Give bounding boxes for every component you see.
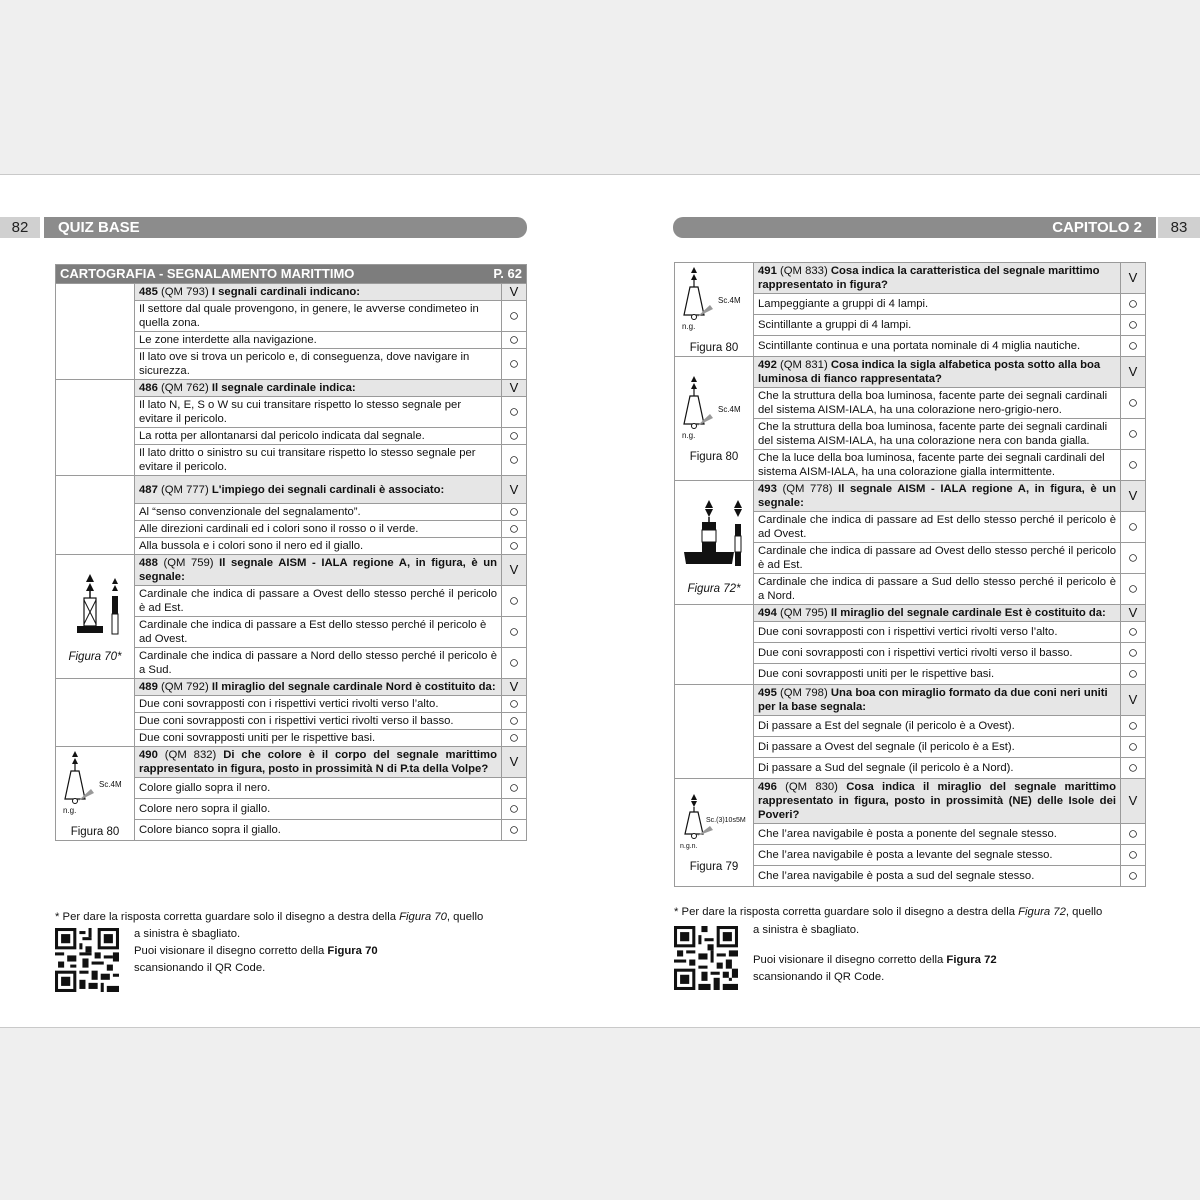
answer-row[interactable]: Scintillante a gruppi di 4 lampi. ○ xyxy=(675,315,1146,336)
question-row: 486 (QM 762) Il segnale cardinale indica: V xyxy=(56,380,527,397)
figure-color-label: n.g. xyxy=(682,321,696,331)
section-header xyxy=(56,265,527,284)
circle-icon[interactable]: ○ xyxy=(1121,450,1146,481)
circle-icon[interactable]: ○ xyxy=(502,713,527,730)
circle-icon[interactable]: ○ xyxy=(502,349,527,380)
figure-cell xyxy=(675,481,754,605)
circle-icon[interactable]: ○ xyxy=(502,504,527,521)
answer-row[interactable]: Due coni sovrapposti uniti per le rispettive basi. ○ xyxy=(56,730,527,747)
quiz-table-left xyxy=(55,264,527,841)
question-row: Figura 72* 493 (QM 778) Il segnale AISM - IALA regione A, in figura, è un segnale: V xyxy=(675,481,1146,512)
circle-icon[interactable]: ○ xyxy=(502,778,527,799)
answer-row[interactable]: Di passare a Sud del segnale (il pericolo è a Nord). ○ xyxy=(675,758,1146,779)
question-row: 494 (QM 795) Il miraglio del segnale cardinale Est è costituito da: V xyxy=(675,605,1146,622)
question-row: Figura 70* 488 (QM 759) Il segnale AISM - IALA regione A, in figura, è un segnale: V xyxy=(56,555,527,586)
circle-icon[interactable]: ○ xyxy=(502,445,527,476)
header-title-left: QUIZ BASE xyxy=(44,217,527,238)
circle-icon[interactable]: ○ xyxy=(502,521,527,538)
circle-icon[interactable]: ○ xyxy=(1121,543,1146,574)
cardinal-buoy-icon xyxy=(57,749,133,819)
answer-row[interactable]: Alle direzioni cardinali ed i colori sono il rosso o il verde. ○ xyxy=(56,521,527,538)
circle-icon[interactable]: ○ xyxy=(1121,574,1146,605)
correct-mark: V xyxy=(502,380,527,397)
correct-mark: V xyxy=(1121,263,1146,294)
answer-row[interactable]: Cardinale che indica di passare a Est dello stesso perché il pericolo è ad Ovest. ○ xyxy=(56,617,527,648)
cardinal-buoy-icon xyxy=(57,570,133,644)
question-row: 489 (QM 792) Il miraglio del segnale cardinale Nord è costituito da: V xyxy=(56,679,527,696)
answer-row[interactable]: Cardinale che indica di passare a Ovest dello stesso perché il pericolo è ad Est. ○ xyxy=(56,586,527,617)
correct-mark: V xyxy=(502,476,527,504)
circle-icon[interactable]: ○ xyxy=(502,648,527,679)
circle-icon[interactable]: ○ xyxy=(1121,315,1146,336)
circle-icon[interactable]: ○ xyxy=(502,820,527,841)
question-row: Sc.(3)10s5M n.g.n. Figura 79 496 (QM 830) Cosa indica il miraglio del segnale marittimo rappresentato in figura, posto in prossimità (NE) delle Isole dei Poveri? V xyxy=(675,779,1146,824)
answer-row[interactable]: Che l’area navigabile è posta a ponente del segnale stesso. ○ xyxy=(675,824,1146,845)
answer-row[interactable]: Che la struttura della boa luminosa, facente parte dei segnali cardinali del sistema AISM-IALA, ha una colorazione nera con banda gialla. ○ xyxy=(675,419,1146,450)
figure-cell xyxy=(675,605,754,685)
answer-row[interactable]: Il settore dal quale provengono, in genere, le avverse condimeteo in quella zona. ○ xyxy=(56,301,527,332)
answer-row[interactable]: Di passare a Ovest del segnale (il pericolo è a Est). ○ xyxy=(675,737,1146,758)
question-row: Sc.4M n.g. Figura 80 490 (QM 832) Di che colore è il corpo del segnale marittimo rappresentato in figura, posto in prossimità N di P.ta della Volpe? V xyxy=(56,747,527,778)
answer-row[interactable]: Che la luce della boa luminosa, facente parte dei segnali cardinali del sistema AISM-IALA, ha una colorazione gialla intermittente. ○ xyxy=(675,450,1146,481)
answer-row[interactable]: Colore giallo sopra il nero. ○ xyxy=(56,778,527,799)
answer-row[interactable]: Colore nero sopra il giallo. ○ xyxy=(56,799,527,820)
circle-icon[interactable]: ○ xyxy=(1121,845,1146,866)
circle-icon[interactable]: ○ xyxy=(502,428,527,445)
circle-icon[interactable]: ○ xyxy=(1121,622,1146,643)
figure-cell xyxy=(56,747,135,841)
question-row: Sc.4M n.g. Figura 80 492 (QM 831) Cosa indica la sigla alfabetica posta sotto alla boa luminosa di fianco rappresentata? V xyxy=(675,357,1146,388)
page-number-left: 82 xyxy=(0,217,40,238)
qr-caption-left-2: Puoi visionare il disegno corretto della Figura 70 scansionando il QR Code. xyxy=(134,945,378,974)
circle-icon[interactable]: ○ xyxy=(1121,758,1146,779)
circle-icon[interactable]: ○ xyxy=(1121,388,1146,419)
correct-mark: V xyxy=(502,747,527,778)
correct-mark: V xyxy=(502,679,527,696)
answer-row[interactable]: Il lato ove si trova un pericolo e, di conseguenza, dove navigare in sicurezza. ○ xyxy=(56,349,527,380)
figure-caption: Figura 79 xyxy=(689,860,739,873)
cardinal-buoy-icon xyxy=(676,490,752,576)
question-row: Sc.4M n.g. Figura 80 491 (QM 833) Cosa indica la caratteristica del segnale marittimo rappresentato in figura? V xyxy=(675,263,1146,294)
footnote-left: * Per dare la risposta corretta guardare solo il disegno a destra della Figura 70, quello xyxy=(55,911,484,923)
figure-cell xyxy=(675,685,754,779)
figure-cell xyxy=(675,779,754,887)
circle-icon[interactable]: ○ xyxy=(1121,737,1146,758)
answer-row[interactable]: Due coni sovrapposti uniti per le rispettive basi. ○ xyxy=(675,664,1146,685)
circle-icon[interactable]: ○ xyxy=(502,301,527,332)
figure-cell xyxy=(675,263,754,357)
section-title: CARTOGRAFIA - SEGNALAMENTO MARITTIMO xyxy=(60,266,355,281)
question-row: 487 (QM 777) L'impiego dei segnali cardinali è associato: V xyxy=(56,476,527,504)
circle-icon[interactable]: ○ xyxy=(502,397,527,428)
figure-cell xyxy=(56,284,135,380)
figure-cell xyxy=(56,679,135,747)
circle-icon[interactable]: ○ xyxy=(1121,866,1146,887)
figure-caption: Figura 80 xyxy=(689,341,739,354)
qr-caption-left: a sinistra è sbagliato. xyxy=(134,928,241,940)
figure-caption: Figura 80 xyxy=(689,450,739,463)
answer-row[interactable]: La rotta per allontanarsi dal pericolo indicata dal segnale. ○ xyxy=(56,428,527,445)
answer-row[interactable]: Cardinale che indica di passare ad Est dello stesso perché il pericolo è ad Ovest. ○ xyxy=(675,512,1146,543)
answer-row[interactable]: Lampeggiante a gruppi di 4 lampi. ○ xyxy=(675,294,1146,315)
answer-row[interactable]: Cardinale che indica di passare a Nord dello stesso perché il pericolo è a Sud. ○ xyxy=(56,648,527,679)
figure-light-label: Sc.4M xyxy=(718,404,741,414)
correct-mark: V xyxy=(1121,779,1146,824)
circle-icon[interactable]: ○ xyxy=(502,730,527,747)
answer-row[interactable]: Due coni sovrapposti con i rispettivi vertici rivolti verso il basso. ○ xyxy=(675,643,1146,664)
answer-row[interactable]: Cardinale che indica di passare a Sud dello stesso perché il pericolo è a Nord. ○ xyxy=(675,574,1146,605)
cardinal-buoy-icon xyxy=(676,374,752,444)
figure-light-label: Sc.(3)10s5M xyxy=(706,816,746,824)
answer-row[interactable]: Scintillante continua e una portata nominale di 4 miglia nautiche. ○ xyxy=(675,336,1146,357)
answer-row[interactable]: Due coni sovrapposti con i rispettivi vertici rivolti verso l’alto. ○ xyxy=(675,622,1146,643)
circle-icon[interactable]: ○ xyxy=(502,586,527,617)
figure-color-label: n.g. xyxy=(63,805,77,815)
circle-icon[interactable]: ○ xyxy=(502,538,527,555)
circle-icon[interactable]: ○ xyxy=(502,617,527,648)
correct-mark: V xyxy=(1121,357,1146,388)
circle-icon[interactable]: ○ xyxy=(1121,336,1146,357)
correct-mark: V xyxy=(1121,481,1146,512)
footnote-right: * Per dare la risposta corretta guardare solo il disegno a destra della Figura 72, quello xyxy=(674,906,1103,918)
cardinal-buoy-icon xyxy=(676,265,752,335)
answer-row[interactable]: Colore bianco sopra il giallo. ○ xyxy=(56,820,527,841)
circle-icon[interactable]: ○ xyxy=(1121,716,1146,737)
figure-caption: Figura 70* xyxy=(68,650,122,663)
qr-caption-right-2: Puoi visionare il disegno corretto della Figura 72 scansionando il QR Code. xyxy=(753,954,997,983)
circle-icon[interactable]: ○ xyxy=(1121,664,1146,685)
circle-icon[interactable]: ○ xyxy=(1121,824,1146,845)
circle-icon[interactable]: ○ xyxy=(502,332,527,349)
figure-light-label: Sc.4M xyxy=(718,295,741,305)
header-title-right: CAPITOLO 2 xyxy=(673,217,1156,238)
question-row: 495 (QM 798) Una boa con miraglio formato da due coni neri uniti per la base segnala: V xyxy=(675,685,1146,716)
answer-row[interactable]: Che l’area navigabile è posta a sud del segnale stesso. ○ xyxy=(675,866,1146,887)
answer-row[interactable]: Due coni sovrapposti con i rispettivi vertici rivolti verso l’alto. ○ xyxy=(56,696,527,713)
answer-row[interactable]: Due coni sovrapposti con i rispettivi vertici rivolti verso il basso. ○ xyxy=(56,713,527,730)
figure-cell xyxy=(56,555,135,679)
circle-icon[interactable]: ○ xyxy=(1121,294,1146,315)
figure-cell xyxy=(675,357,754,481)
circle-icon[interactable]: ○ xyxy=(1121,419,1146,450)
answer-row[interactable]: Alla bussola e i colori sono il nero ed il giallo. ○ xyxy=(56,538,527,555)
answer-row[interactable]: Il lato dritto o sinistro su cui transitare rispetto lo stesso segnale per evitare il pericolo. ○ xyxy=(56,445,527,476)
qr-code-icon[interactable] xyxy=(674,926,738,990)
quiz-table-right xyxy=(674,262,1146,887)
figure-caption: Figura 72* xyxy=(687,582,741,595)
answer-row[interactable]: Il lato N, E, S o W su cui transitare rispetto lo stesso segnale per evitare il pericolo. ○ xyxy=(56,397,527,428)
circle-icon[interactable]: ○ xyxy=(502,799,527,820)
section-page: P. 62 xyxy=(493,266,522,281)
circle-icon[interactable]: ○ xyxy=(502,696,527,713)
qr-code-icon[interactable] xyxy=(55,928,119,992)
correct-mark: V xyxy=(1121,685,1146,716)
answer-row[interactable]: Cardinale che indica di passare ad Ovest dello stesso perché il pericolo è ad Est. ○ xyxy=(675,543,1146,574)
answer-row[interactable]: Le zone interdette alla navigazione. ○ xyxy=(56,332,527,349)
correct-mark: V xyxy=(502,555,527,586)
figure-cell xyxy=(56,476,135,555)
question-row: 485 (QM 793) I segnali cardinali indicano: V xyxy=(56,284,527,301)
figure-caption: Figura 80 xyxy=(70,825,120,838)
figure-cell xyxy=(56,380,135,476)
cardinal-buoy-icon xyxy=(676,792,752,854)
answer-row[interactable]: Al “senso convenzionale del segnalamento”. ○ xyxy=(56,504,527,521)
circle-icon[interactable]: ○ xyxy=(1121,643,1146,664)
figure-color-label: n.g.n. xyxy=(680,842,698,850)
correct-mark: V xyxy=(1121,605,1146,622)
answer-row[interactable]: Di passare a Est del segnale (il pericolo è a Ovest). ○ xyxy=(675,716,1146,737)
answer-row[interactable]: Che la struttura della boa luminosa, facente parte dei segnali cardinali del sistema AISM-IALA, ha una colorazione nero-grigio-nero. ○ xyxy=(675,388,1146,419)
page-number-right: 83 xyxy=(1158,217,1200,238)
figure-light-label: Sc.4M xyxy=(99,779,122,789)
correct-mark: V xyxy=(502,284,527,301)
figure-color-label: n.g. xyxy=(682,430,696,440)
qr-caption-right: a sinistra è sbagliato. xyxy=(753,924,860,936)
circle-icon[interactable]: ○ xyxy=(1121,512,1146,543)
answer-row[interactable]: Che l’area navigabile è posta a levante del segnale stesso. ○ xyxy=(675,845,1146,866)
